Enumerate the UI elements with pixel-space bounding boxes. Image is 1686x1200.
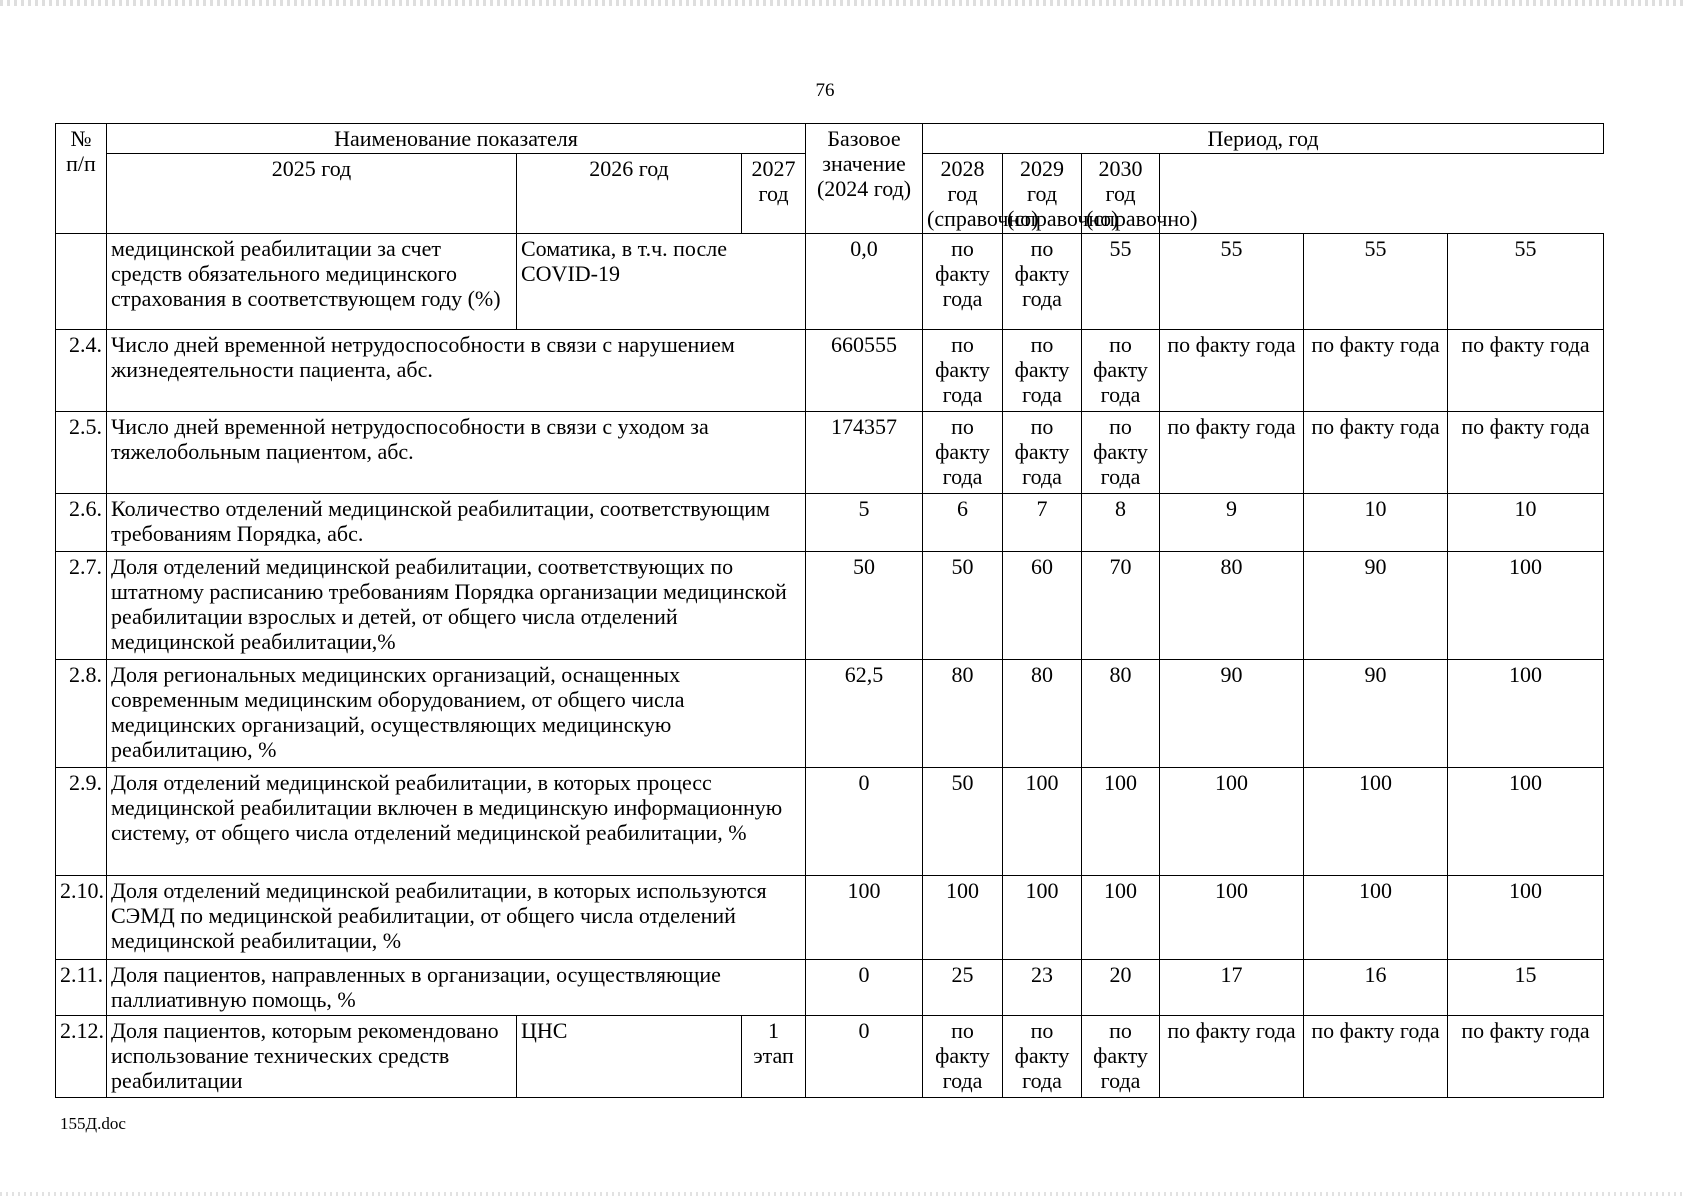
row-value: 90 [1160,660,1304,768]
row-value: 100 [1160,876,1304,960]
row-value: 100 [1082,876,1160,960]
row-value: 100 [1304,768,1448,876]
row-value: 100 [1448,552,1604,660]
row-base: 50 [806,552,923,660]
row-name: Число дней временной нетрудоспособности в связи с уходом за тяжелобольным пациентом, абс. [107,412,806,494]
header-period: Период, год [923,124,1604,154]
row-base: 5 [806,494,923,552]
row-base: 660555 [806,330,923,412]
row-num: 2.6. [56,494,107,552]
row-num: 2.10. [56,876,107,960]
row-base: 100 [806,876,923,960]
row-value: 55 [1304,234,1448,330]
row-value: 50 [923,552,1003,660]
row-value: по факту года [1003,330,1082,412]
row-stage: 1 этап [742,1016,806,1098]
row-subcategory: Соматика, в т.ч. после COVID-19 [517,234,806,330]
row-value: по факту года [1003,412,1082,494]
footer-filename: 155Д.doc [60,1114,126,1133]
row-value: по факту года [1003,234,1082,330]
row-value: 90 [1304,552,1448,660]
row-num: 2.8. [56,660,107,768]
table-row [56,768,1604,876]
row-base: 0 [806,960,923,1016]
row-num: 2.4. [56,330,107,412]
table-row [56,234,1604,330]
row-value: по факту года [1304,330,1448,412]
row-name: Доля пациентов, которым рекомендовано использование технических средств реабилитации [107,1016,517,1098]
table-row [56,412,1604,494]
row-value: 100 [923,876,1003,960]
row-value: 25 [923,960,1003,1016]
row-value: 7 [1003,494,1082,552]
row-value: 55 [1160,234,1304,330]
row-base: 0 [806,768,923,876]
row-value: 100 [1448,876,1604,960]
row-value: по факту года [923,412,1003,494]
indicators-table [55,123,1604,1098]
row-value: 80 [923,660,1003,768]
row-value: 70 [1082,552,1160,660]
row-value: 100 [1160,768,1304,876]
row-base: 0 [806,1016,923,1098]
row-value: 8 [1082,494,1160,552]
table-row [56,494,1604,552]
row-value: 90 [1304,660,1448,768]
row-base: 174357 [806,412,923,494]
table-row [56,1016,1604,1098]
row-name: Доля отделений медицинской реабилитации, соответствующих по штатному расписанию требованиям Порядка организации медицинской реабилитации взрослых и детей, от общего числа отделений медицинской реабилитации,% [107,552,806,660]
row-value: 20 [1082,960,1160,1016]
row-num: 2.5. [56,412,107,494]
row-num: 2.12. [56,1016,107,1098]
row-value: 16 [1304,960,1448,1016]
row-num: 2.11. [56,960,107,1016]
table-row [56,552,1604,660]
row-value: по факту года [1304,412,1448,494]
row-value: по факту года [1082,412,1160,494]
row-num: 2.9. [56,768,107,876]
row-name: медицинской реабилитации за счет средств обязательного медицинского страхования в соответствующем году (%) [107,234,517,330]
row-value: по факту года [1304,1016,1448,1098]
row-value: по факту года [923,234,1003,330]
row-name: Число дней временной нетрудоспособности в связи с нарушением жизнедеятельности пациента, абс. [107,330,806,412]
row-value: по факту года [1160,330,1304,412]
row-value: 55 [1082,234,1160,330]
scan-edge-top [0,0,1686,6]
row-value: по факту года [1160,1016,1304,1098]
table-row [56,876,1604,960]
row-value: 100 [1304,876,1448,960]
header-year: 2025 год [107,154,517,234]
row-value: по факту года [1160,412,1304,494]
row-value: 17 [1160,960,1304,1016]
row-name: Доля пациентов, направленных в организации, осуществляющие паллиативную помощь, % [107,960,806,1016]
header-year: 2026 год [517,154,742,234]
row-value: по факту года [1448,412,1604,494]
header-num: № п/п [56,124,107,234]
row-base: 62,5 [806,660,923,768]
row-value: 50 [923,768,1003,876]
row-value: 60 [1003,552,1082,660]
page-number: 76 [815,80,835,101]
row-value: 6 [923,494,1003,552]
row-value: по факту года [1082,1016,1160,1098]
row-value: 55 [1448,234,1604,330]
row-value: 10 [1304,494,1448,552]
table-row [56,330,1604,412]
row-value: 15 [1448,960,1604,1016]
row-base: 0,0 [806,234,923,330]
scan-edge-bottom [0,1192,1686,1196]
header-year: 2028 год (справочно) [923,154,1003,234]
row-value: 100 [1448,660,1604,768]
row-value: по факту года [1448,1016,1604,1098]
header-row [56,124,1604,154]
row-num [56,234,107,330]
row-value: по факту года [1082,330,1160,412]
row-value: по факту года [1003,1016,1082,1098]
header-year: 2027 год [742,154,806,234]
row-value: по факту года [923,330,1003,412]
table-row [56,660,1604,768]
row-value: 80 [1160,552,1304,660]
header-base: Базовое значение (2024 год) [806,124,923,234]
row-num: 2.7. [56,552,107,660]
table-row [56,960,1604,1016]
row-value: 100 [1003,768,1082,876]
header-year: 2030 год (справочно) [1082,154,1160,234]
row-value: 10 [1448,494,1604,552]
row-value: 100 [1448,768,1604,876]
row-value: по факту года [923,1016,1003,1098]
row-name: Количество отделений медицинской реабилитации, соответствующим требованиям Порядка, абс. [107,494,806,552]
row-name: Доля отделений медицинской реабилитации, в которых процесс медицинской реабилитации включен в медицинскую информационную систему, от общего числа отделений медицинской реабилитации, % [107,768,806,876]
row-value: 100 [1082,768,1160,876]
row-value: по факту года [1448,330,1604,412]
row-value: 80 [1003,660,1082,768]
header-year: 2029 год (справочно) [1003,154,1082,234]
row-value: 80 [1082,660,1160,768]
row-value: 100 [1003,876,1082,960]
header-name: Наименование показателя [107,124,806,154]
row-name: Доля отделений медицинской реабилитации, в которых используются СЭМД по медицинской реабилитации, от общего числа отделений медицинской реабилитации, % [107,876,806,960]
row-subcategory: ЦНС [517,1016,742,1098]
row-name: Доля региональных медицинских организаций, оснащенных современным медицинским оборудованием, от общего числа медицинских организаций, осуществляющих медицинскую реабилитацию, % [107,660,806,768]
row-value: 23 [1003,960,1082,1016]
row-value: 9 [1160,494,1304,552]
